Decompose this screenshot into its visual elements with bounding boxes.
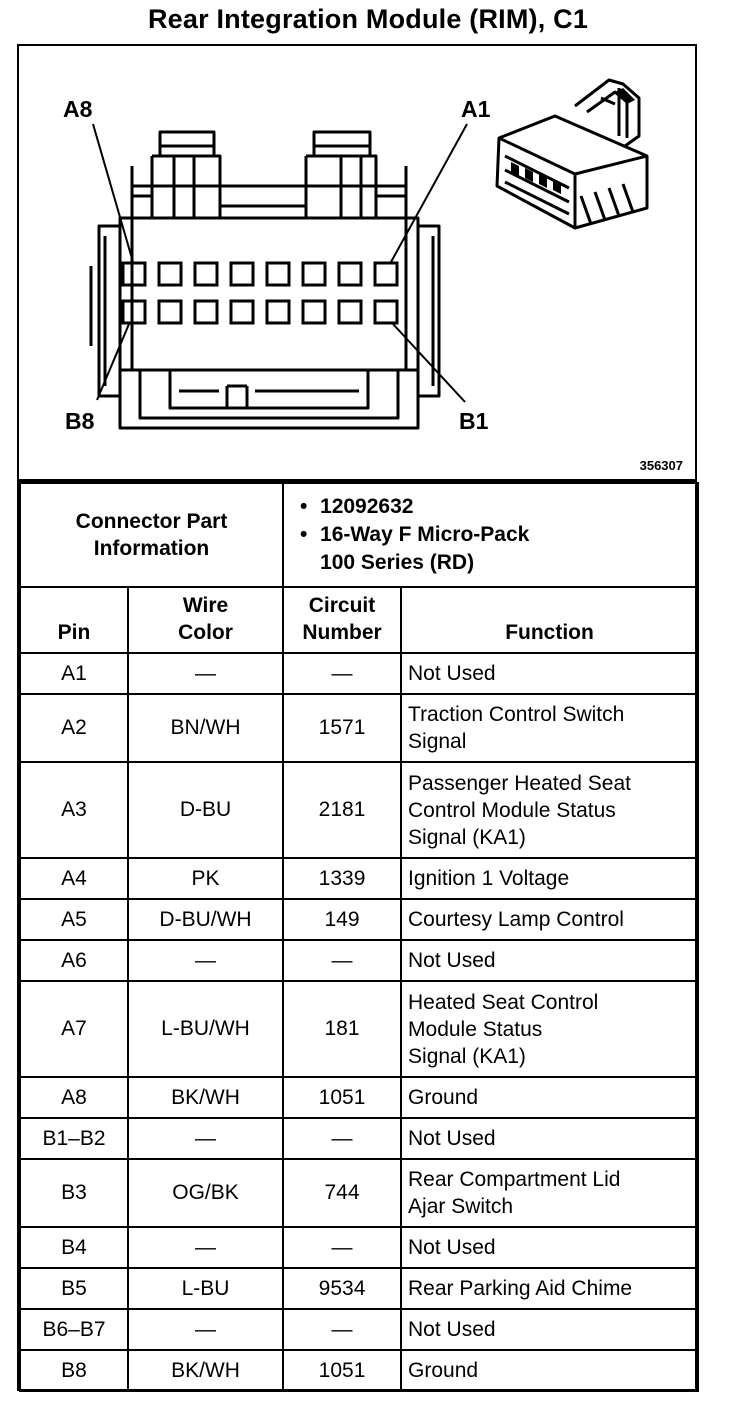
wire-color-cell: D-BU — [128, 762, 283, 858]
wire-color-cell: — — [128, 653, 283, 694]
circuit-number-cell: 1339 — [283, 858, 401, 899]
pin-cell: A8 — [20, 1077, 128, 1118]
table-row — [20, 1350, 698, 1391]
function-cell — [401, 1309, 698, 1350]
wire-color-cell: — — [128, 1118, 283, 1159]
function-line: Not Used — [408, 1318, 496, 1341]
table-row — [20, 981, 698, 1077]
function-line: Control Module Status — [408, 798, 616, 822]
function-line: Not Used — [408, 949, 496, 972]
table-row — [20, 1309, 698, 1350]
label-b1: B1 — [459, 408, 489, 434]
function-line: Ajar Switch — [408, 1195, 514, 1218]
function-line: Signal — [408, 730, 467, 753]
pin-cavities — [123, 263, 397, 323]
connector-diagram — [19, 46, 695, 482]
circuit-number-cell: 1051 — [283, 1077, 401, 1118]
pinout-table — [19, 482, 699, 1392]
wire-color-cell: — — [128, 1227, 283, 1268]
circuit-number-cell: 2181 — [283, 762, 401, 858]
wire-color-cell: OG/BK — [128, 1159, 283, 1227]
connector-3d-view — [497, 80, 647, 228]
function-line: Heated Seat Control — [408, 990, 599, 1014]
function-cell — [401, 1077, 698, 1118]
header-wire-color: Wire Color — [128, 587, 283, 653]
pin-cell: B6–B7 — [20, 1309, 128, 1350]
connector-info-values — [283, 483, 698, 587]
function-cell — [401, 653, 698, 694]
connector-description: • 16-Way F Micro-Pack — [290, 521, 691, 549]
wire-color-cell: — — [128, 1309, 283, 1350]
header-circuit-number: Circuit Number — [283, 587, 401, 653]
function-line: Signal (KA1) — [408, 1044, 526, 1068]
page-title: Rear Integration Module (RIM), C1 — [147, 4, 589, 34]
circuit-number-cell: 9534 — [283, 1268, 401, 1309]
label-a8: A8 — [63, 96, 93, 122]
pin-rows — [20, 653, 698, 1391]
circuit-number-cell: — — [283, 1227, 401, 1268]
connector-face-drawing — [19, 46, 695, 482]
table-row — [20, 940, 698, 981]
function-line: Ignition 1 Voltage — [408, 867, 570, 890]
table-row — [20, 858, 698, 899]
wire-color-cell: PK — [128, 858, 283, 899]
circuit-number-cell: 1051 — [283, 1350, 401, 1391]
pin-cell: A3 — [20, 762, 128, 858]
pin-cell: A4 — [20, 858, 128, 899]
pin-cell: B5 — [20, 1268, 128, 1309]
circuit-number-cell: 181 — [283, 981, 401, 1077]
table-row — [20, 694, 698, 762]
function-line: Courtesy Lamp Control — [408, 908, 624, 931]
function-cell — [401, 899, 698, 940]
table-row — [20, 762, 698, 858]
wire-color-cell: L-BU — [128, 1268, 283, 1309]
function-line: Not Used — [408, 662, 496, 685]
figure-number: 356307 — [639, 458, 683, 473]
function-cell — [401, 981, 698, 1077]
function-line: Traction Control Switch — [408, 703, 625, 726]
pin-cell: B3 — [20, 1159, 128, 1227]
pin-cell: B8 — [20, 1350, 128, 1391]
wire-color-cell: D-BU/WH — [128, 899, 283, 940]
function-cell — [401, 1227, 698, 1268]
pin-cell: A6 — [20, 940, 128, 981]
function-cell — [401, 1118, 698, 1159]
circuit-number-cell: — — [283, 1309, 401, 1350]
function-cell — [401, 694, 698, 762]
pin-cell: B1–B2 — [20, 1118, 128, 1159]
function-line: Passenger Heated Seat — [408, 771, 631, 795]
pin-cell: A5 — [20, 899, 128, 940]
table-row — [20, 1268, 698, 1309]
circuit-number-cell: 1571 — [283, 694, 401, 762]
function-line: Ground — [408, 1086, 479, 1109]
table-row — [20, 653, 698, 694]
circuit-number-cell: — — [283, 1118, 401, 1159]
wire-color-cell: BN/WH — [128, 694, 283, 762]
function-line: Module Status — [408, 1017, 543, 1041]
pin-cell: A7 — [20, 981, 128, 1077]
circuit-number-cell: 149 — [283, 899, 401, 940]
function-line: Not Used — [408, 1236, 496, 1259]
table-row — [20, 1077, 698, 1118]
circuit-number-cell: — — [283, 940, 401, 981]
circuit-number-cell: 744 — [283, 1159, 401, 1227]
function-line: Rear Compartment Lid — [408, 1168, 621, 1191]
wire-color-cell: BK/WH — [128, 1350, 283, 1391]
function-line: Signal (KA1) — [408, 825, 526, 849]
function-line: Ground — [408, 1359, 479, 1382]
wire-color-cell: — — [128, 940, 283, 981]
table-row — [20, 1118, 698, 1159]
pin-cell: A2 — [20, 694, 128, 762]
table-row — [20, 899, 698, 940]
table-header-row — [20, 587, 698, 653]
header-function: Function — [401, 587, 698, 653]
pin-cell: A1 — [20, 653, 128, 694]
connector-info-row — [20, 483, 698, 587]
connector-sheet — [17, 44, 697, 1391]
connector-description-cont: 100 Series (RD) — [320, 551, 475, 574]
connector-3d-shading — [511, 88, 635, 194]
function-cell — [401, 1159, 698, 1227]
function-cell — [401, 940, 698, 981]
function-line: Rear Parking Aid Chime — [408, 1277, 633, 1300]
pin-cell: B4 — [20, 1227, 128, 1268]
function-cell — [401, 762, 698, 858]
header-pin: Pin — [20, 587, 128, 653]
function-cell — [401, 1350, 698, 1391]
label-b8: B8 — [65, 408, 95, 434]
connector-info-label: Connector Part Information — [20, 483, 283, 587]
circuit-number-cell: — — [283, 653, 401, 694]
function-cell — [401, 1268, 698, 1309]
function-cell — [401, 858, 698, 899]
table-row — [20, 1159, 698, 1227]
function-line: Not Used — [408, 1127, 496, 1150]
table-row — [20, 1227, 698, 1268]
part-number: • 12092632 — [290, 493, 691, 521]
label-a1: A1 — [461, 96, 491, 122]
wire-color-cell: BK/WH — [128, 1077, 283, 1118]
wire-color-cell: L-BU/WH — [128, 981, 283, 1077]
